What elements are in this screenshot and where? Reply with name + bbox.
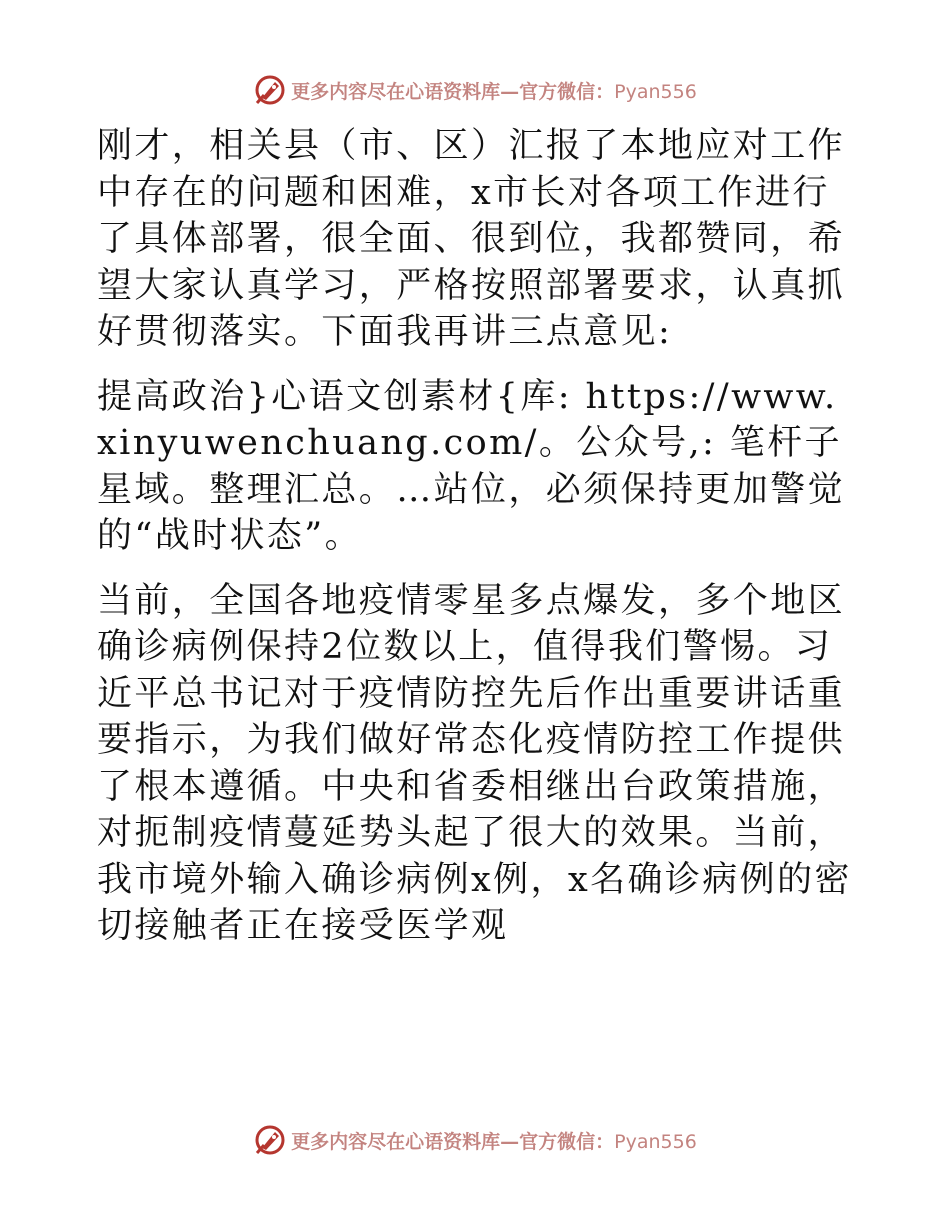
pen-nib-logo-icon — [253, 1123, 287, 1157]
header-banner-text: 更多内容尽在心语资料库—官方微信：Pyan556 — [291, 80, 697, 103]
paragraph-3: 当前，全国各地疫情零星多点爆发，多个地区确诊病例保持2位数以上，值得我们警惕。习近平总书记对于疫情防控先后作出重要讲话重要指示，为我们做好常态化疫情防控工作提供了根本遵循。中央和省委相继出台政策措施，对扼制疫情蔓延势头起了很大的效果。当前，我市境外输入确诊病例x例，x名确诊病例的密切接触者正在接受医学观 — [97, 580, 852, 946]
footer-wechat-id: Pyan556 — [614, 1130, 697, 1153]
header-wechat-id: Pyan556 — [614, 80, 697, 103]
footer-banner-text: 更多内容尽在心语资料库—官方微信：Pyan556 — [291, 1130, 697, 1153]
paragraph-2: 提高政治}心语文创素材{库: https://www.xinyuwenchuang.com/。公众号,: 笔杆子星域。整理汇总。…站位，必须保持更加警觉的“战时状态”。 — [97, 376, 846, 556]
header-banner — [0, 70, 950, 110]
footer-banner — [0, 1120, 950, 1160]
pen-nib-logo-icon — [253, 73, 287, 107]
document-body — [97, 123, 857, 968]
paragraph-1: 刚才，相关县（市、区）汇报了本地应对工作中存在的问题和困难，x市长对各项工作进行了具体部署，很全面、很到位，我都赞同，希望大家认真学习，严格按照部署要求，认真抓好贯彻落实。下面我再讲三点意见: — [97, 126, 846, 352]
